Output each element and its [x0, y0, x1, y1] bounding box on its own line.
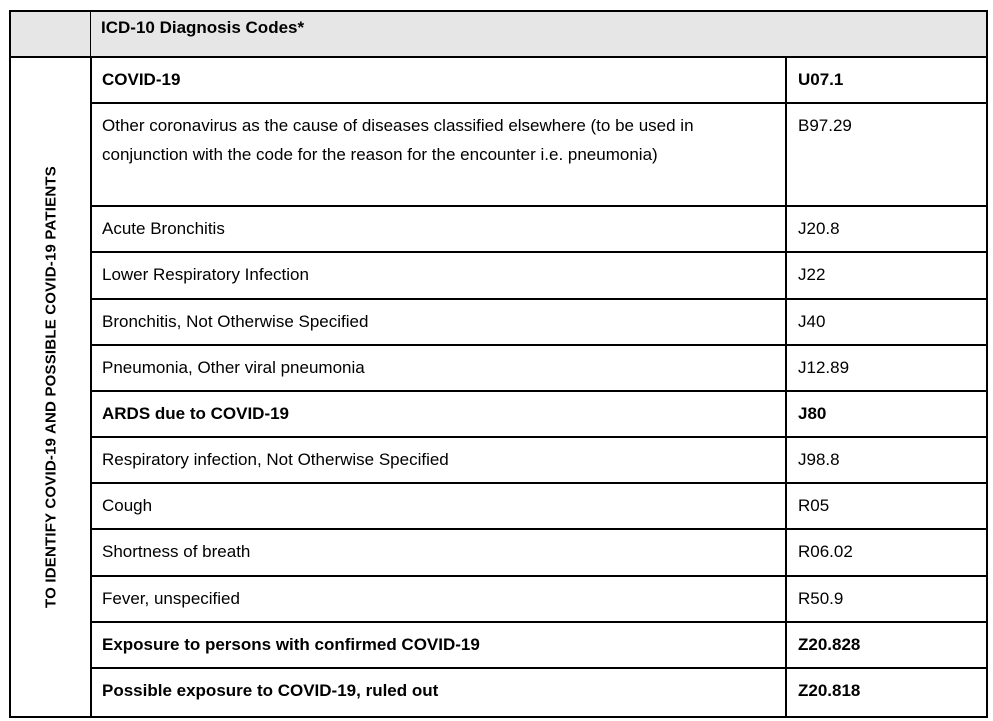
icd10-code: J80	[798, 404, 827, 423]
code-cell	[785, 300, 986, 344]
icd10-code: J98.8	[798, 450, 840, 469]
icd10-code: J22	[798, 265, 826, 284]
code-cell	[785, 207, 986, 251]
diagnosis-description: Other coronavirus as the cause of diseases classified elsewhere (to be used in conjunction with the code for the reason for the encounter i.e. pneumonia)	[102, 116, 694, 164]
table-row	[92, 104, 986, 207]
diagnosis-description: ARDS due to COVID-19	[102, 404, 290, 423]
icd10-code: Z20.828	[798, 635, 861, 654]
icd10-code: R06.02	[798, 542, 853, 561]
table-row	[92, 577, 986, 623]
icd10-code: J40	[798, 312, 826, 331]
side-label-cell	[11, 58, 92, 716]
icd10-code: U07.1	[798, 70, 844, 89]
table-row	[92, 438, 986, 484]
diagnosis-description: COVID-19	[102, 70, 181, 89]
header-corner-cell	[11, 12, 91, 56]
table-row	[92, 253, 986, 300]
icd10-code: B97.29	[798, 116, 852, 135]
table-row	[92, 530, 986, 577]
table-row	[92, 207, 986, 253]
code-cell	[785, 669, 986, 717]
diagnosis-description: Lower Respiratory Infection	[102, 265, 309, 284]
table-row	[92, 669, 986, 717]
header-title: ICD-10 Diagnosis Codes*	[101, 18, 305, 37]
code-cell	[785, 577, 986, 621]
code-cell	[785, 58, 986, 102]
code-cell	[785, 438, 986, 482]
code-cell	[785, 392, 986, 436]
icd10-code: J12.89	[798, 358, 850, 377]
diagnosis-description: Shortness of breath	[102, 542, 251, 561]
table-row	[92, 300, 986, 346]
code-cell	[785, 253, 986, 298]
table-row	[92, 484, 986, 530]
table-header	[11, 12, 986, 58]
icd10-code: J20.8	[798, 219, 840, 238]
diagnosis-description: Pneumonia, Other viral pneumonia	[102, 358, 365, 377]
diagnosis-description: Respiratory infection, Not Otherwise Specified	[102, 450, 449, 469]
code-cell	[785, 484, 986, 528]
diagnosis-description: Cough	[102, 496, 153, 515]
icd10-code: Z20.818	[798, 681, 861, 700]
table-row	[92, 346, 986, 392]
code-cell	[785, 530, 986, 575]
icd10-code: R05	[798, 496, 830, 515]
code-cell	[785, 104, 986, 205]
diagnosis-description: Possible exposure to COVID-19, ruled out	[102, 681, 439, 700]
table-row	[92, 392, 986, 438]
side-label: TO IDENTIFY COVID-19 AND POSSIBLE COVID-19 PATIENTS	[42, 166, 60, 608]
code-cell	[785, 623, 986, 667]
diagnosis-description: Bronchitis, Not Otherwise Specified	[102, 312, 369, 331]
icd10-code: R50.9	[798, 589, 844, 608]
diagnosis-description: Exposure to persons with confirmed COVID-19	[102, 635, 480, 654]
code-cell	[785, 346, 986, 390]
diagnosis-codes-table	[9, 10, 988, 718]
diagnosis-description: Fever, unspecified	[102, 589, 240, 608]
diagnosis-description: Acute Bronchitis	[102, 219, 225, 238]
table-row	[92, 623, 986, 669]
table-row	[92, 58, 986, 104]
